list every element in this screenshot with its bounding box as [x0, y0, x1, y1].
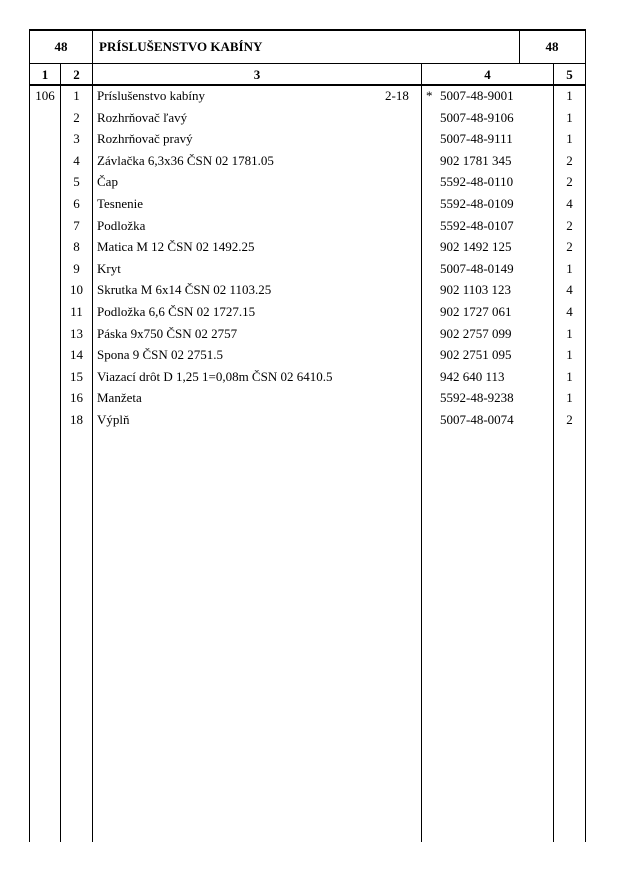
row-quantity: 4	[566, 282, 573, 298]
row-part-code: 942 640 113	[440, 368, 505, 384]
row-quantity: 2	[566, 217, 573, 233]
row-part-code: 5007-48-9106	[440, 109, 514, 125]
row-part-name: Spona 9 ČSN 02 2751.5	[97, 347, 224, 363]
row-quantity: 1	[566, 390, 573, 406]
column-divider-4-5	[553, 63, 554, 842]
row-position: 5	[73, 174, 80, 190]
row-quantity: 2	[566, 412, 573, 427]
row-part-code: 902 1103 123	[440, 282, 512, 298]
row-position: 13	[70, 325, 83, 341]
row-part-code: 902 2757 099	[440, 325, 512, 341]
column-divider-1-2	[60, 63, 61, 842]
row-quantity: 1	[566, 109, 573, 125]
table-left-border	[29, 29, 30, 842]
row-quantity: 4	[566, 196, 573, 211]
column-header-3: 3	[253, 67, 261, 82]
title-right-border	[519, 29, 520, 64]
column-header-5: 5	[566, 67, 573, 82]
row-position: 11	[70, 304, 83, 319]
row-position: 16	[70, 390, 83, 406]
row-quantity: 2	[566, 174, 573, 190]
row-part-name: Závlačka 6,3x36 ČSN 02 1781.05	[97, 152, 274, 168]
row-part-name: Podložka	[97, 217, 146, 233]
row-part-code: 5007-48-9001	[440, 88, 514, 103]
row-part-name: Podložka 6,6 ČSN 02 1727.15	[97, 304, 256, 319]
row-part-name: Manžeta	[97, 390, 142, 406]
row-position: 8	[73, 239, 80, 255]
row-part-code: 902 1727 061	[440, 304, 512, 319]
row-position: 6	[73, 196, 80, 211]
row-part-code: 5592-48-0110	[440, 174, 514, 190]
row-position: 3	[73, 131, 80, 147]
row-part-name: Kryt	[97, 260, 121, 276]
column-header-2: 2	[73, 67, 80, 82]
row-part-code: 5592-48-0109	[440, 196, 514, 211]
row-position: 4	[73, 152, 80, 168]
row-quantity: 2	[566, 239, 573, 255]
title-left-border	[92, 29, 93, 64]
row-part-code: 5007-48-0149	[440, 260, 514, 276]
row-part-code: 5592-48-0107	[440, 217, 514, 233]
column-header-divider	[29, 84, 586, 86]
row-part-name: Páska 9x750 ČSN 02 2757	[97, 325, 238, 341]
row-position: 1	[73, 88, 80, 103]
page-title: PRÍSLUŠENSTVO KABÍNY	[99, 39, 263, 54]
row-quantity: 1	[566, 131, 573, 147]
column-divider-2-3	[92, 63, 93, 842]
row-part-code: 902 2751 095	[440, 347, 512, 363]
row-part-name: Tesnenie	[97, 196, 144, 211]
row-part-code: 5007-48-0074	[440, 412, 514, 427]
row-part-name: Matica M 12 ČSN 02 1492.25	[97, 239, 255, 255]
row-position: 18	[70, 412, 83, 427]
row-position: 10	[70, 282, 83, 298]
row-part-code: 5007-48-9111	[440, 131, 513, 147]
row-position: 15	[70, 368, 83, 384]
column-header-4: 4	[484, 67, 491, 82]
row-part-code: 902 1492 125	[440, 239, 512, 255]
row-part-code: 902 1781 345	[440, 152, 512, 168]
row-part-name: Rozhrňovač ľavý	[97, 109, 188, 125]
row-quantity: 4	[566, 304, 573, 319]
row-range: 2-18	[385, 88, 409, 103]
row-quantity: 1	[566, 347, 573, 363]
table-top-border	[29, 29, 586, 31]
row-position: 7	[73, 217, 80, 233]
row-part-name: Príslušenstvo kabíny	[97, 88, 205, 103]
row-part-code: 5592-48-9238	[440, 390, 514, 406]
row-part-name: Rozhrňovač pravý	[97, 131, 193, 147]
row-col1-value: 106	[35, 88, 55, 103]
row-quantity: 1	[566, 260, 573, 276]
row-part-name: Viazací drôt D 1,25 1=0,08m ČSN 02 6410.5	[97, 368, 333, 384]
row-position: 14	[70, 347, 83, 363]
row-part-name: Čap	[97, 174, 118, 190]
column-header-1: 1	[41, 67, 49, 82]
table-right-border	[585, 29, 586, 842]
header-right-number: 48	[545, 39, 559, 54]
row-quantity: 2	[566, 152, 573, 168]
row-quantity: 1	[566, 368, 573, 384]
row-mark: *	[426, 88, 433, 103]
column-divider-3-4	[421, 63, 422, 842]
row-quantity: 1	[566, 325, 573, 341]
header-left-number: 48	[54, 39, 68, 54]
row-quantity: 1	[566, 88, 573, 103]
row-part-name: Skrutka M 6x14 ČSN 02 1103.25	[97, 282, 272, 298]
row-part-name: Výplň	[97, 412, 130, 427]
row-position: 9	[73, 260, 80, 276]
header-divider	[29, 63, 586, 64]
row-position: 2	[73, 109, 80, 125]
